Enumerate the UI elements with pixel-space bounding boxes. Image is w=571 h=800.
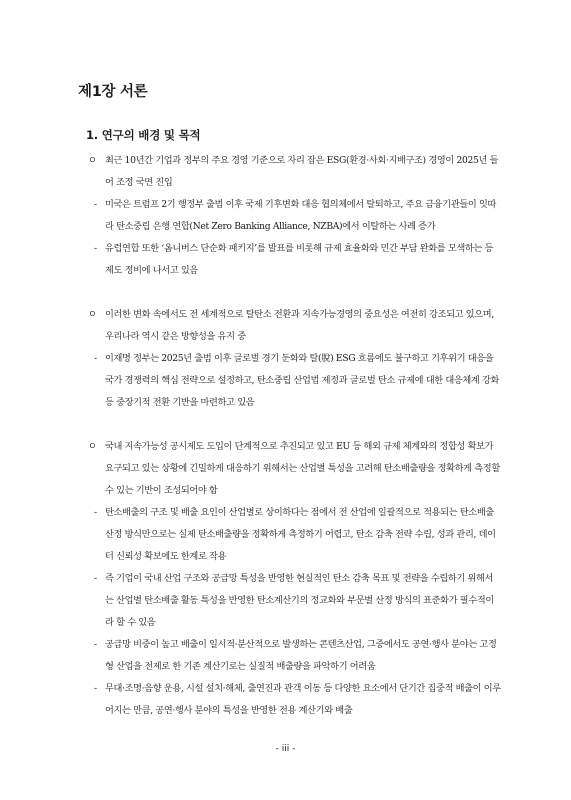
sub-item-text: 미국은 트럼프 2기 행정부 출범 이후 국제 기후변화 대응 협의체에서 탈퇴하고, 주요 금융기관들이 잇따라 탄소중립 은행 연합(Net Zero Banking Alliance, NZBA)에서 이탈하는 사례 증가: [105, 199, 497, 232]
sub-item: [0, 568, 571, 634]
bullet-text: 국내 지속가능성 공시제도 도입이 단계적으로 추진되고 있고 EU 등 해외 규제 체계와의 정합성 확보가 요구되고 있는 상황에 긴밀하게 대응하기 위해서는 산업별 특성을 고려해 탄소배출량을 정확하게 측정할 수 있는 기반이 조성되어야 함: [105, 441, 500, 496]
bullet-paragraph: [0, 304, 571, 348]
sub-item-text: 무대·조명·음향 운용, 시설 설치·해체, 출연진과 관객 이동 등 다양한 요소에서 단기간 집중적 배출이 이루어지는 만큼, 공연·행사 분야의 특성을 반영한 전용 계산기와 배출: [105, 683, 501, 716]
dash-mark: -: [94, 639, 97, 650]
sub-item: [0, 194, 571, 238]
dash-mark: -: [94, 507, 97, 518]
bullet-mark: ㅇ: [88, 442, 97, 452]
dash-mark: -: [94, 683, 97, 694]
sub-item: [0, 348, 571, 414]
sub-item-text: 공급망 비중이 높고 배출이 일시적·분산적으로 발생하는 콘텐츠산업, 그중에서도 공연·행사 분야는 고정형 산업을 전제로 한 기존 계산기로는 실질적 배출량을 파악하기 어려움: [105, 639, 497, 672]
page-number: - iii -: [275, 744, 296, 754]
sub-item-text: 탄소배출의 구조 및 배출 요인이 산업별로 상이하다는 점에서 전 산업에 일괄적으로 적용되는 탄소배출 산정 방식만으로는 실제 탄소배출량을 정확하게 측정하기 어렵고, 탄소 감축 전략 수립, 성과 관리, 데이터 신뢰성 확보에도 한계로 작용: [105, 507, 496, 562]
sub-item-text: 이재명 정부는 2025년 출범 이후 글로벌 경기 둔화와 탈(脫) ESG 흐름에도 불구하고 기후위기 대응을 국가 경쟁력의 핵심 전략으로 설정하고, 탄소중립 산업법 제정과 글로벌 탄소 규제에 대한 대응체계 강화 등 중장기적 전환 기반을 마련하고 있음: [105, 353, 500, 408]
sub-item-text: 즉 기업이 국내 산업 구조와 공급망 특성을 반영한 현실적인 탄소 감축 목표 및 전략을 수립하기 위해서는 산업별 탄소배출 활동 특성을 반영한 탄소계산기의 정교화와 부문별 산정 방식의 표준화가 필수적이라 할 수 있음: [105, 573, 494, 628]
sub-item: [0, 238, 571, 282]
bullet-text: 이러한 변화 속에서도 전 세계적으로 탈탄소 전환과 지속가능경영의 중요성은 여전히 강조되고 있으며, 우리나라 역시 같은 방향성을 유지 중: [105, 309, 494, 342]
sub-item: [0, 678, 571, 722]
dash-mark: -: [94, 353, 97, 364]
bullet-mark: ㅇ: [88, 310, 97, 320]
dash-mark: -: [94, 573, 97, 584]
section-title: 1. 연구의 배경 및 목적: [86, 128, 201, 142]
dash-mark: -: [94, 243, 97, 254]
bullet-paragraph: [0, 436, 571, 502]
bullet-mark: ㅇ: [88, 156, 97, 166]
dash-mark: -: [94, 199, 97, 210]
bullet-text: 최근 10년간 기업과 정부의 주요 경영 기준으로 자리 잡은 ESG(환경·사회·지배구조) 경영이 2025년 들어 조정 국면 진입: [105, 155, 499, 188]
sub-item: [0, 502, 571, 568]
bullet-paragraph: [0, 150, 571, 194]
chapter-title: 제1장 서론: [78, 84, 148, 100]
body-text: [0, 150, 571, 722]
sub-item: [0, 634, 571, 678]
sub-item-text: 유럽연합 또한 ‘옴니버스 단순화 패키지’를 발표를 비롯해 규제 효율화와 민간 부담 완화를 모색하는 등 제도 정비에 나서고 있음: [105, 243, 494, 276]
